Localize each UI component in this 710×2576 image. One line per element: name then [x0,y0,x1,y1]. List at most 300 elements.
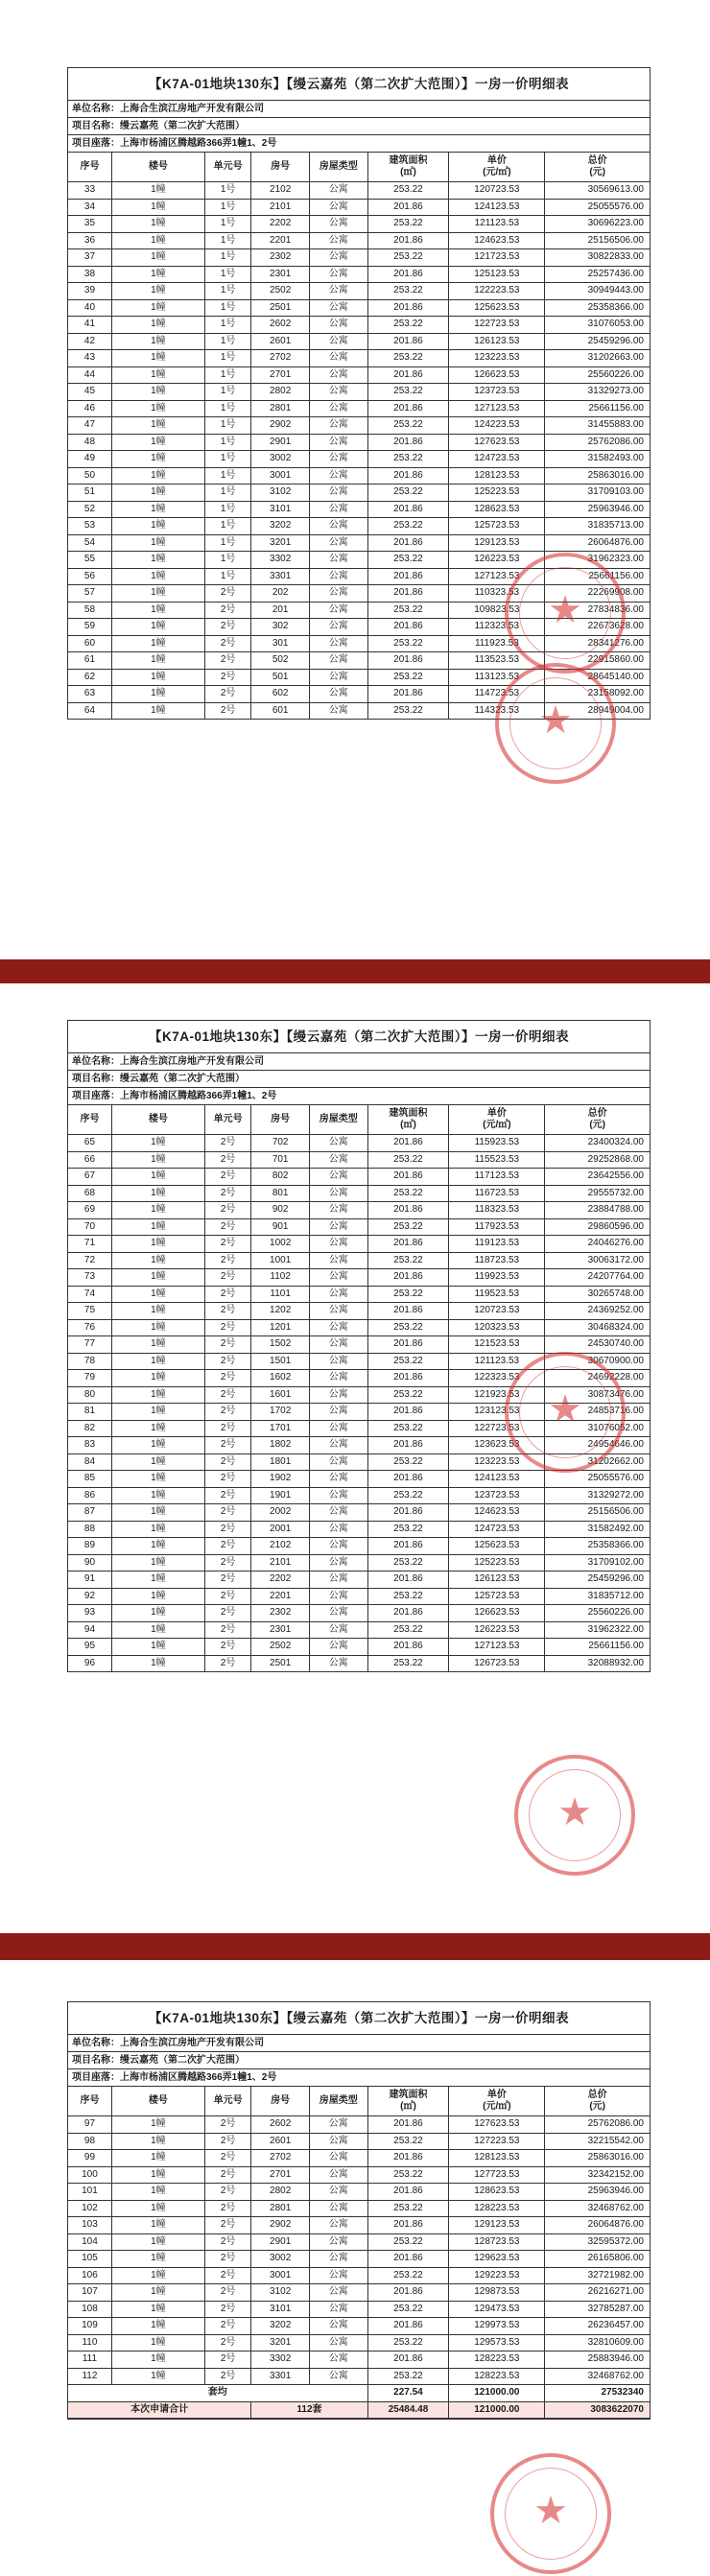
table-row [68,1169,650,1186]
project-name: 项目名称：缦云嘉苑（第二次扩大范围） [68,1071,650,1088]
cell-total-price: 23642556.00 [545,1169,650,1186]
cell-unit-price: 109823.53 [449,602,545,619]
cell-floor-area: 201.86 [367,1471,449,1488]
cell-row-index: 104 [68,2233,111,2251]
table-row [68,1336,650,1354]
cell-house-type: 公寓 [309,384,367,401]
cell-total-price: 30063172.00 [545,1252,650,1269]
total-label: 本次申请合计 [68,2401,251,2419]
cell-row-index: 75 [68,1303,111,1320]
cell-total-price: 26064876.00 [545,534,650,552]
cell-total-price: 24692228.00 [545,1370,650,1387]
table-row [68,585,650,603]
cell-unit-price: 127123.53 [449,1639,545,1656]
cell-row-index: 70 [68,1218,111,1236]
table-row [68,2116,650,2134]
table-header-row [68,153,650,182]
header-room: 房号 [251,153,310,182]
cell-unit-price: 123223.53 [449,1453,545,1471]
cell-floor-area: 201.86 [367,686,449,703]
average-row [68,2385,650,2402]
cell-room: 2601 [251,333,310,350]
cell-building: 1幢 [111,1370,204,1387]
cell-unit-price: 128723.53 [449,2233,545,2251]
cell-room: 2501 [251,299,310,317]
cell-unit: 1号 [204,249,250,267]
cell-floor-area: 201.86 [367,2184,449,2201]
cell-unit: 1号 [204,501,250,518]
cell-building: 1幢 [111,2166,204,2184]
cell-unit: 2号 [204,1185,250,1202]
cell-room: 3002 [251,2251,310,2268]
cell-room: 2602 [251,317,310,334]
cell-total-price: 30822833.00 [545,249,650,267]
cell-floor-area: 201.86 [367,1404,449,1421]
cell-house-type: 公寓 [309,619,367,636]
cell-unit: 2号 [204,1504,250,1522]
header-floor-area: 建筑面积 (㎡) [367,2087,449,2116]
cell-house-type: 公寓 [309,2368,367,2385]
table-row [68,2284,650,2302]
developer-name: 单位名称：上海合生滨江房地产开发有限公司 [68,101,650,118]
cell-building: 1幢 [111,669,204,686]
table-row [68,2217,650,2234]
cell-row-index: 56 [68,568,111,585]
cell-unit: 2号 [204,2334,250,2351]
cell-unit: 2号 [204,2351,250,2369]
table-row [68,534,650,552]
cell-room: 3102 [251,484,310,502]
cell-unit-price: 128223.53 [449,2351,545,2369]
cell-room: 3102 [251,2284,310,2302]
cell-room: 2802 [251,384,310,401]
cell-floor-area: 253.22 [367,1588,449,1605]
total-row [68,2401,650,2419]
cell-unit: 2号 [204,585,250,603]
sheet-title: 【K7A-01地块130东】【缦云嘉苑（第二次扩大范围）】一房一价明细表 [68,1021,650,1053]
cell-building: 1幢 [111,552,204,569]
cell-unit: 2号 [204,1336,250,1354]
table-row [68,501,650,518]
cell-building: 1幢 [111,585,204,603]
cell-house-type: 公寓 [309,2150,367,2167]
cell-row-index: 48 [68,434,111,451]
table-row [68,266,650,283]
cell-room: 601 [251,702,310,719]
table-row [68,1236,650,1253]
company-seal: ★ [495,663,616,784]
cell-row-index: 63 [68,686,111,703]
cell-building: 1幢 [111,2116,204,2134]
cell-building: 1幢 [111,1218,204,1236]
cell-house-type: 公寓 [309,1404,367,1421]
cell-building: 1幢 [111,2334,204,2351]
cell-total-price: 25358366.00 [545,299,650,317]
developer-name: 单位名称：上海合生滨江房地产开发有限公司 [68,1053,650,1071]
table-row [68,2351,650,2369]
cell-unit-price: 123723.53 [449,384,545,401]
cell-floor-area: 253.22 [367,384,449,401]
cell-unit-price: 125623.53 [449,1538,545,1555]
cell-building: 1幢 [111,1336,204,1354]
cell-house-type: 公寓 [309,702,367,719]
cell-unit: 2号 [204,652,250,670]
table-row [68,1504,650,1522]
cell-total-price: 31202662.00 [545,1453,650,1471]
cell-unit-price: 127123.53 [449,568,545,585]
cell-building: 1幢 [111,350,204,367]
cell-unit: 2号 [204,1639,250,1656]
cell-building: 1幢 [111,1471,204,1488]
table-row [68,1319,650,1336]
table-row [68,1538,650,1555]
header-floor-area: 建筑面积 (㎡) [367,153,449,182]
cell-total-price: 24954646.00 [545,1437,650,1454]
cell-room: 2701 [251,366,310,384]
cell-row-index: 62 [68,669,111,686]
cell-total-price: 31076053.00 [545,317,650,334]
table-row [68,635,650,652]
cell-row-index: 84 [68,1453,111,1471]
table-row [68,400,650,417]
header-total-price: 总价 (元) [545,153,650,182]
cell-floor-area: 253.22 [367,1218,449,1236]
cell-total-price: 24369252.00 [545,1303,650,1320]
cell-unit: 2号 [204,619,250,636]
cell-total-price: 24530740.00 [545,1336,650,1354]
cell-unit: 2号 [204,2284,250,2302]
cell-building: 1幢 [111,1252,204,1269]
cell-building: 1幢 [111,182,204,200]
table-row [68,1471,650,1488]
cell-room: 2302 [251,249,310,267]
cell-unit: 2号 [204,1588,250,1605]
cell-unit-price: 129473.53 [449,2301,545,2318]
cell-building: 1幢 [111,635,204,652]
cell-unit: 1号 [204,467,250,484]
cell-unit: 2号 [204,602,250,619]
cell-unit: 1号 [204,317,250,334]
cell-row-index: 94 [68,1621,111,1639]
table-row [68,686,650,703]
cell-house-type: 公寓 [309,1151,367,1169]
cell-floor-area: 201.86 [367,501,449,518]
cell-row-index: 95 [68,1639,111,1656]
cell-row-index: 92 [68,1588,111,1605]
header-room: 房号 [251,2087,310,2116]
table-row [68,1572,650,1589]
cell-building: 1幢 [111,1135,204,1152]
cell-total-price: 29555732.00 [545,1185,650,1202]
cell-unit-price: 121123.53 [449,1353,545,1370]
cell-building: 1幢 [111,1353,204,1370]
table-row [68,249,650,267]
cell-building: 1幢 [111,249,204,267]
table-row [68,1286,650,1303]
cell-floor-area: 201.86 [367,1504,449,1522]
cell-room: 2602 [251,2116,310,2134]
cell-building: 1幢 [111,1588,204,1605]
cell-unit-price: 115523.53 [449,1151,545,1169]
table-row [68,1621,650,1639]
cell-house-type: 公寓 [309,2116,367,2134]
cell-unit: 2号 [204,2200,250,2217]
cell-floor-area: 201.86 [367,1370,449,1387]
table-row [68,350,650,367]
cell-floor-area: 253.22 [367,635,449,652]
cell-room: 502 [251,652,310,670]
cell-unit: 2号 [204,1471,250,1488]
cell-house-type: 公寓 [309,366,367,384]
cell-row-index: 102 [68,2200,111,2217]
cell-house-type: 公寓 [309,434,367,451]
cell-unit: 2号 [204,1370,250,1387]
cell-unit: 2号 [204,635,250,652]
cell-house-type: 公寓 [309,2351,367,2369]
header-unit-price: 单价 (元/㎡) [449,2087,545,2116]
cell-building: 1幢 [111,1487,204,1504]
cell-total-price: 28949004.00 [545,702,650,719]
cell-total-price: 25257436.00 [545,266,650,283]
cell-house-type: 公寓 [309,317,367,334]
cell-unit: 1号 [204,232,250,249]
cell-building: 1幢 [111,1655,204,1671]
table-row [68,552,650,569]
cell-total-price: 32468762.00 [545,2200,650,2217]
cell-floor-area: 253.22 [367,283,449,300]
cell-house-type: 公寓 [309,2267,367,2284]
cell-floor-area: 253.22 [367,216,449,233]
cell-row-index: 103 [68,2217,111,2234]
cell-row-index: 100 [68,2166,111,2184]
table-row [68,1437,650,1454]
cell-unit: 1号 [204,568,250,585]
table-row [68,484,650,502]
cell-unit: 1号 [204,266,250,283]
cell-room: 301 [251,635,310,652]
cell-building: 1幢 [111,602,204,619]
cell-room: 2901 [251,2233,310,2251]
cell-building: 1幢 [111,467,204,484]
cell-total-price: 25762086.00 [545,434,650,451]
cell-row-index: 71 [68,1236,111,1253]
cell-floor-area: 253.22 [367,2166,449,2184]
cell-row-index: 93 [68,1605,111,1622]
cell-floor-area: 253.22 [367,669,449,686]
cell-unit-price: 125723.53 [449,518,545,535]
cell-building: 1幢 [111,266,204,283]
cell-row-index: 87 [68,1504,111,1522]
table-row [68,1420,650,1437]
cell-row-index: 73 [68,1269,111,1287]
cell-building: 1幢 [111,1453,204,1471]
cell-unit: 1号 [204,199,250,216]
cell-house-type: 公寓 [309,417,367,435]
cell-building: 1幢 [111,1202,204,1219]
cell-unit: 2号 [204,1420,250,1437]
cell-total-price: 23158092.00 [545,686,650,703]
cell-floor-area: 201.86 [367,2150,449,2167]
cell-house-type: 公寓 [309,2233,367,2251]
cell-house-type: 公寓 [309,2166,367,2184]
cell-unit-price: 125223.53 [449,1554,545,1572]
cell-room: 2301 [251,1621,310,1639]
cell-room: 2102 [251,1538,310,1555]
cell-floor-area: 201.86 [367,1336,449,1354]
cell-house-type: 公寓 [309,585,367,603]
cell-house-type: 公寓 [309,501,367,518]
average-label: 套均 [68,2385,367,2402]
cell-unit-price: 129623.53 [449,2251,545,2268]
cell-building: 1幢 [111,1572,204,1589]
cell-house-type: 公寓 [309,1504,367,1522]
cell-floor-area: 201.86 [367,366,449,384]
cell-row-index: 107 [68,2284,111,2302]
cell-total-price: 31709103.00 [545,484,650,502]
cell-unit: 2号 [204,1554,250,1572]
table-row [68,1655,650,1671]
cell-floor-area: 201.86 [367,1236,449,1253]
cell-total-price: 31835712.00 [545,1588,650,1605]
cell-unit-price: 128623.53 [449,501,545,518]
cell-unit-price: 118723.53 [449,1252,545,1269]
cell-house-type: 公寓 [309,1420,367,1437]
table-row [68,669,650,686]
cell-room: 1702 [251,1404,310,1421]
cell-room: 2202 [251,216,310,233]
developer-name: 单位名称：上海合生滨江房地产开发有限公司 [68,2035,650,2052]
cell-unit-price: 124623.53 [449,232,545,249]
table-row [68,1202,650,1219]
cell-unit: 2号 [204,2318,250,2335]
cell-row-index: 55 [68,552,111,569]
cell-unit-price: 129123.53 [449,534,545,552]
cell-unit-price: 127123.53 [449,400,545,417]
cell-building: 1幢 [111,1639,204,1656]
cell-unit-price: 125623.53 [449,299,545,317]
cell-total-price: 22915860.00 [545,652,650,670]
cell-floor-area: 201.86 [367,568,449,585]
cell-floor-area: 201.86 [367,534,449,552]
cell-unit-price: 123123.53 [449,1404,545,1421]
table-row [68,1185,650,1202]
cell-unit: 1号 [204,182,250,200]
cell-total-price: 25560226.00 [545,1605,650,1622]
total-area: 25484.48 [367,2401,449,2419]
cell-total-price: 25156506.00 [545,232,650,249]
project-address: 项目座落：上海市杨浦区腾越路366弄1幢1、2号 [68,135,650,153]
cell-unit: 2号 [204,1286,250,1303]
cell-room: 1502 [251,1336,310,1354]
table-row [68,619,650,636]
cell-unit-price: 126123.53 [449,333,545,350]
table-row [68,1554,650,1572]
table-row [68,1605,650,1622]
cell-unit: 2号 [204,1655,250,1671]
cell-total-price: 31962322.00 [545,1621,650,1639]
cell-house-type: 公寓 [309,1286,367,1303]
cell-room: 3301 [251,2368,310,2385]
cell-total-price: 32595372.00 [545,2233,650,2251]
cell-row-index: 49 [68,451,111,468]
table-row [68,283,650,300]
cell-unit: 1号 [204,552,250,569]
cell-house-type: 公寓 [309,652,367,670]
cell-total-price: 24853716.00 [545,1404,650,1421]
cell-unit-price: 121923.53 [449,1386,545,1404]
cell-building: 1幢 [111,2200,204,2217]
cell-building: 1幢 [111,384,204,401]
cell-unit-price: 129223.53 [449,2267,545,2284]
cell-total-price: 31582492.00 [545,1521,650,1538]
cell-building: 1幢 [111,2184,204,2201]
cell-total-price: 31455883.00 [545,417,650,435]
cell-total-price: 25963946.00 [545,2184,650,2201]
cell-total-price: 30265748.00 [545,1286,650,1303]
cell-unit: 1号 [204,333,250,350]
table-row [68,1370,650,1387]
cell-house-type: 公寓 [309,669,367,686]
header-building: 楼号 [111,153,204,182]
cell-room: 2101 [251,1554,310,1572]
cell-room: 3302 [251,552,310,569]
cell-room: 3202 [251,2318,310,2335]
table-row [68,1386,650,1404]
cell-unit-price: 117923.53 [449,1218,545,1236]
cell-row-index: 69 [68,1202,111,1219]
cell-row-index: 81 [68,1404,111,1421]
project-name: 项目名称：缦云嘉苑（第二次扩大范围） [68,2052,650,2069]
cell-house-type: 公寓 [309,1538,367,1555]
cell-house-type: 公寓 [309,451,367,468]
cell-row-index: 41 [68,317,111,334]
project-address: 项目座落：上海市杨浦区腾越路366弄1幢1、2号 [68,1088,650,1105]
cell-row-index: 85 [68,1471,111,1488]
cell-house-type: 公寓 [309,552,367,569]
cell-unit-price: 122223.53 [449,283,545,300]
cell-house-type: 公寓 [309,686,367,703]
header-unit-price: 单价 (元/㎡) [449,1105,545,1135]
table-row [68,1218,650,1236]
cell-total-price: 26064876.00 [545,2217,650,2234]
cell-unit: 2号 [204,2184,250,2201]
cell-total-price: 32810609.00 [545,2334,650,2351]
cell-total-price: 31076052.00 [545,1420,650,1437]
cell-room: 901 [251,1218,310,1236]
cell-floor-area: 253.22 [367,1487,449,1504]
cell-row-index: 80 [68,1386,111,1404]
cell-room: 2202 [251,1572,310,1589]
price-sheet-2 [67,1020,651,1834]
cell-floor-area: 201.86 [367,1572,449,1589]
cell-house-type: 公寓 [309,1218,367,1236]
cell-house-type: 公寓 [309,1336,367,1354]
price-table [68,1105,650,1671]
cell-total-price: 31962323.00 [545,552,650,569]
cell-floor-area: 253.22 [367,2368,449,2385]
cell-floor-area: 201.86 [367,619,449,636]
cell-floor-area: 253.22 [367,1621,449,1639]
cell-row-index: 96 [68,1655,111,1671]
header-house-type: 房屋类型 [309,1105,367,1135]
cell-row-index: 64 [68,702,111,719]
cell-room: 2601 [251,2133,310,2150]
cell-total-price: 30873476.00 [545,1386,650,1404]
table-row [68,1269,650,1287]
cell-unit-price: 123223.53 [449,350,545,367]
cell-unit: 2号 [204,2267,250,2284]
cell-total-price: 25863016.00 [545,2150,650,2167]
